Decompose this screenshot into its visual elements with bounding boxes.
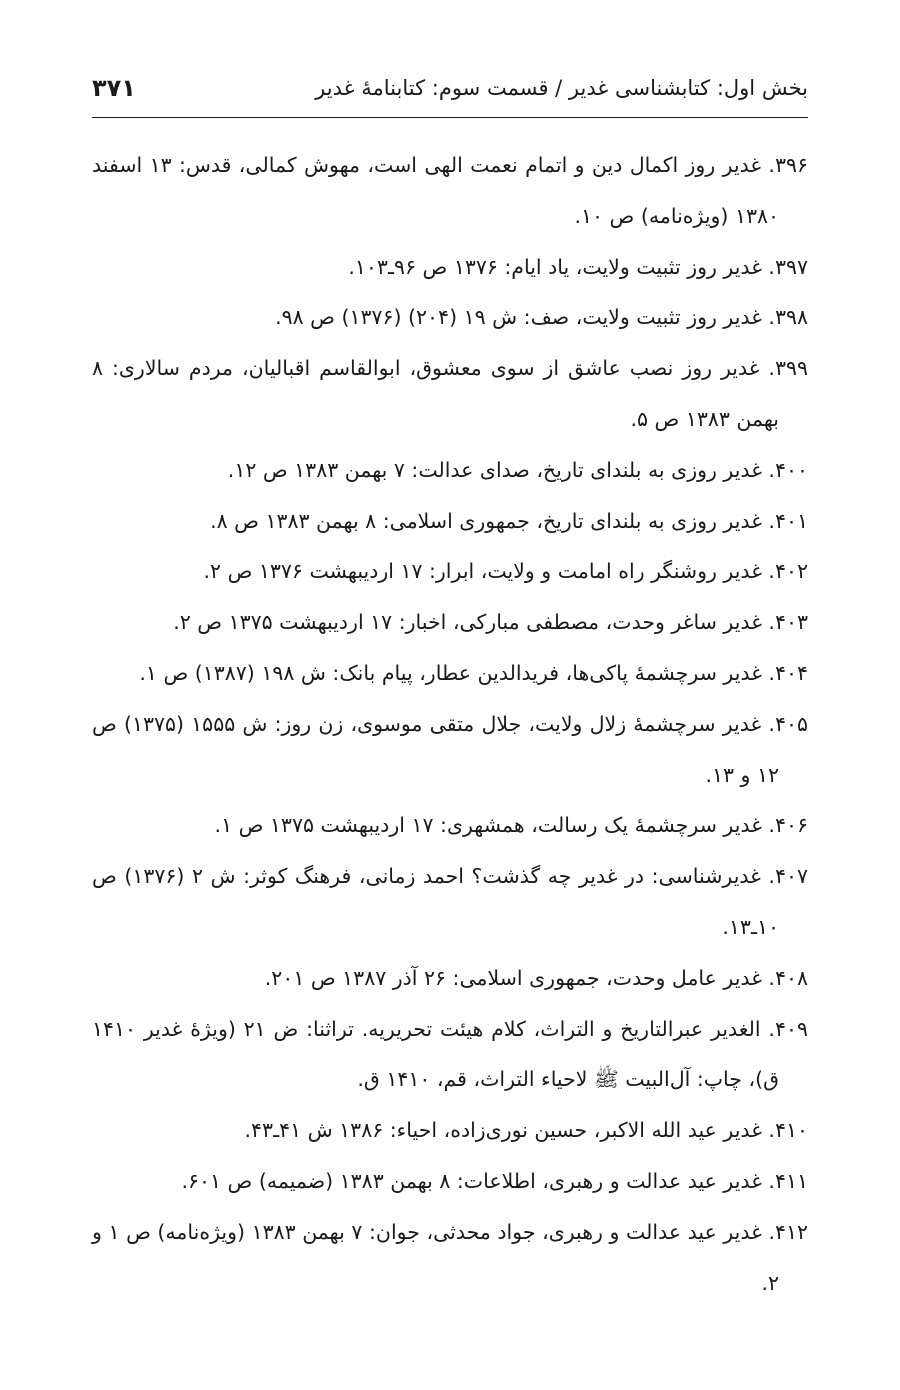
bibliography-entry: ۳۹۶. غدیر روز اکمال دین و اتمام نعمت الهی است، مهوش کمالی، قدس: ۱۳ اسفند ۱۳۸۰ (ویژه‌نامه) ص ۱۰.	[92, 153, 808, 228]
bibliography-entry: ۴۱۰. غدیر عید الله الاکبر، حسین نوری‌زاده، احیاء: ۱۳۸۶ ش ۴۱ـ۴۳.	[244, 1118, 808, 1143]
bibliography-entry: ۴۰۷. غدیرشناسی: در غدیر چه گذشت؟ احمد زمانی، فرهنگ کوثر: ش ۲ (۱۳۷۶) ص ۱۰ـ۱۳.	[92, 864, 808, 939]
bibliography-entry: ۴۰۰. غدیر روزی به بلندای تاریخ، صدای عدالت: ۷ بهمن ۱۳۸۳ ص ۱۲.	[227, 457, 808, 482]
bibliography-entry: ۴۱۱. غدیر عید عدالت و رهبری، اطلاعات: ۸ بهمن ۱۳۸۳ (ضمیمه) ص ۶۰۱.	[181, 1168, 808, 1193]
bibliography-entry: ۳۹۹. غدیر روز نصب عاشق از سوی معشوق، ابوالقاسم اقبالیان، مردم سالاری: ۸ بهمن ۱۳۸۳ ص ۵.	[92, 356, 808, 431]
page-header	[92, 70, 808, 106]
bibliography-entry: ۴۱۲. غدیر عید عدالت و رهبری، جواد محدثی، جوان: ۷ بهمن ۱۳۸۳ (ویژه‌نامه) ص ۱ و ۲.	[92, 1219, 809, 1295]
bibliography-entry: ۴۰۶. غدیر سرچشمۀ یک رسالت، همشهری: ۱۷ اردیبهشت ۱۳۷۵ ص ۱.	[214, 813, 808, 838]
bibliography-entry: ۴۰۴. غدیر سرچشمۀ پاکی‌ها، فریدالدین عطار، پیام بانک: ش ۱۹۸ (۱۳۸۷) ص ۱.	[139, 660, 808, 685]
bibliography-entry: ۳۹۸. غدیر روز تثبیت ولایت، صف: ش ۱۹ (۲۰۴) (۱۳۷۶) ص ۹۸.	[275, 305, 808, 330]
running-title: بخش اول: کتابشناسی غدیر / قسمت سوم: کتابنامۀ غدیر	[315, 76, 808, 100]
bibliography-list	[92, 140, 808, 1308]
bibliography-entry: ۴۰۲. غدیر روشنگر راه امامت و ولایت، ابرار: ۱۷ اردیبهشت ۱۳۷۶ ص ۲.	[203, 559, 808, 584]
bibliography-entry: ۴۰۱. غدیر روزی به بلندای تاریخ، جمهوری اسلامی: ۸ بهمن ۱۳۸۳ ص ۸.	[210, 508, 808, 533]
bibliography-entry: ۴۰۸. غدیر عامل وحدت، جمهوری اسلامی: ۲۶ آذر ۱۳۸۷ ص ۲۰۱.	[264, 965, 808, 990]
page-number: ۳۷۱	[92, 74, 136, 102]
bibliography-entry: ۴۰۳. غدیر ساغر وحدت، مصطفی مبارکی، اخبار: ۱۷ اردیبهشت ۱۳۷۵ ص ۲.	[173, 610, 808, 635]
bibliography-entry: ۳۹۷. غدیر روز تثبیت ولایت، یاد ایام: ۱۳۷۶ ص ۹۶ـ۱۰۳.	[348, 254, 808, 279]
header-rule	[92, 117, 808, 118]
bibliography-entry: ۴۰۹. الغدیر عبرالتاریخ و التراث، کلام هیئت تحریریه. تراثنا: ض ۲۱ (ویژۀ غدیر ۱۴۱۰ ق)، چاپ: آل‌البیت ﷺ لاحیاء التراث، قم، ۱۴۱۰ ق.	[92, 1016, 808, 1092]
bibliography-entry: ۴۰۵. غدیر سرچشمۀ زلال ولایت، جلال متقی موسوی، زن روز: ش ۱۵۵۵ (۱۳۷۵) ص ۱۲ و ۱۳.	[92, 711, 808, 787]
